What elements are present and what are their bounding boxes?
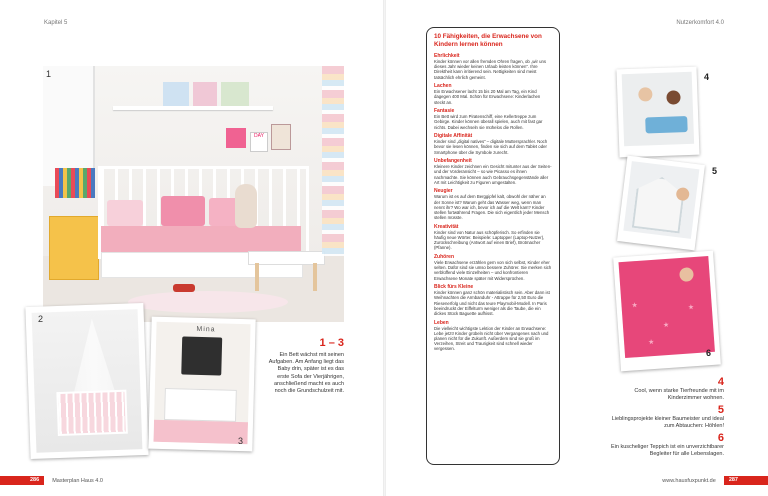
caption-text: Cool, wenn starke Tierfreunde mit im Kinderzimmer wohnen. (634, 388, 724, 401)
toy-box (49, 216, 99, 280)
info-item-heading: Ehrlichkeit (434, 53, 460, 59)
page-number-left: 286 (0, 476, 44, 485)
info-item-heading: Digitale Affinität (434, 133, 473, 140)
shelf-book (163, 82, 189, 106)
photo-daybed-room (43, 66, 344, 322)
pinboard (181, 336, 222, 375)
rug-star: ★ (687, 304, 695, 312)
running-header-right: Nutzerkomfort 4.0 (676, 20, 724, 26)
info-item (434, 158, 552, 185)
shelf-book (193, 82, 217, 106)
photo-animal-furniture (616, 67, 699, 158)
rug-star: ★ (647, 338, 655, 347)
floor-rug (128, 291, 288, 313)
caption-left (268, 337, 344, 395)
child-head (638, 87, 652, 101)
caption-right-5 (609, 405, 724, 430)
photo-number: 1 (46, 69, 52, 79)
photo-number: 4 (704, 72, 710, 82)
wall-shelf (113, 106, 273, 110)
photo-number: 5 (712, 166, 718, 176)
rug-star: ★ (631, 302, 639, 310)
caption-number: 4 (717, 376, 724, 388)
photo-number: 3 (238, 436, 244, 446)
pillow (107, 200, 143, 226)
caption-text: Lieblingsprojekte kleiner Baumeister und ideal zum Abtauchen: Höhlen! (611, 416, 724, 429)
info-box-title: 10 Fähigkeiten, die Erwachsene von Kindern lernen können (434, 33, 542, 48)
play-tent (632, 174, 686, 233)
rug-star: ★ (662, 321, 670, 330)
wall-frame (271, 124, 291, 150)
info-item (434, 224, 552, 251)
info-item-heading: Kreativität (434, 223, 459, 230)
crib (56, 390, 127, 436)
footer-title: Masterplan Haus 4.0 (52, 477, 103, 484)
info-item (434, 108, 552, 130)
page-number-right: 287 (724, 476, 768, 485)
child-head (666, 90, 680, 104)
info-item (434, 188, 552, 220)
photo-pink-rug (613, 251, 721, 372)
wall-frame-day: DAY (250, 132, 268, 152)
daybed-mattress (101, 226, 301, 252)
wall-frame (226, 128, 246, 148)
caption-number: 5 (717, 404, 724, 416)
caption-text: Ein Bett wächst mit seinen Aufgaben. Am Anfang liegt das Baby drin, später ist es das erste Sofa der Vierjährigen, anschließend macht es auch noch die Grundschulzeit mit. (268, 352, 344, 395)
shelf-book (221, 82, 249, 106)
photo-inner (153, 322, 250, 444)
caption-number: 6 (717, 432, 724, 444)
bookshelf (55, 168, 95, 198)
info-item (434, 53, 552, 80)
name-letters: Mina (196, 325, 216, 334)
stool-leg (313, 263, 317, 291)
pillow (161, 196, 205, 226)
info-item-text: Die vielleicht wichtigste Lektion der Kinder an Erwachsene: Lebe jetzt! Kinder grübeln nicht über Vergangenes nach und planen nicht für die Zukunft. Außerdem sind sie groß im Verzeihen, Streit und Traurigkeit sind schnell wieder vergessen. (434, 325, 549, 352)
info-item-text: Kinder sind von Natur aus schöpferisch. So erfinden sie häufig neue Wörter. Beispiele: Laptopper (Laptop-Nutzer), Zurückschreibung (Antwort auf einen Brief), Brotmacher (Pfanne). (434, 229, 545, 251)
caption-number: 1 – 3 (319, 337, 344, 349)
photo-inner (622, 72, 694, 146)
info-box (426, 27, 560, 465)
photo-crib-canopy (25, 303, 148, 459)
stuffed-bunny (235, 184, 257, 228)
photo-desk (148, 317, 255, 452)
child-head (676, 187, 690, 201)
caption-right-6 (609, 433, 724, 458)
info-item-heading: Neugier (434, 188, 453, 195)
red-shoes (173, 284, 195, 292)
info-item (434, 83, 552, 105)
caption-right-4 (609, 377, 724, 402)
pompom-garland (322, 66, 344, 256)
info-item-text: Ein Erwachsener lacht 15 bis 20 Mal am Tag, ein Kind dagegen 400 Mal. Schön für Erwachsene: Kinderlachen steckt an. (434, 89, 541, 105)
info-item-text: Kinder können ganz schön materialistisch sein. Aber dann ist Weihnachten die Armbanduhr - Attrappe für 2,50 Euro die Riesenerfolg und nicht das teure Playmobil-Modell. In Paris beeindruckt der Eiffelturm weniger als die Taube, die ein dickes Stück Baguette aufhisst. (434, 290, 550, 317)
footer-right (654, 476, 768, 485)
photo-number: 2 (38, 314, 44, 324)
info-item-text: Ein Bett wird zum Piratenschiff, eine Kellertreppe zum Gebirge. Kinder können überall spielen, auch mit fast gar nichts. Dabei wechseln sie mühelos die Rollen. (434, 114, 543, 130)
desk (164, 388, 237, 422)
photo-inner (618, 256, 714, 358)
info-item (434, 133, 552, 155)
animal-table (645, 116, 688, 133)
info-item (434, 284, 552, 316)
photo-inner (623, 161, 699, 239)
info-item-heading: Fantasie (434, 108, 455, 115)
pink-rug (153, 420, 248, 444)
footer-url: www.hausfuxpunkt.de (662, 477, 716, 484)
info-item-text: Kleinere Kinder zeichnen ein Gesicht mitunter aus der Seiten- und der Vorderansicht – so wie Picasso es ihnen nachmachte. Sie können auch Gebrauchsgegenstände aller Art mit Leichtigkeit zu Figuren umgestalten. (434, 164, 552, 185)
footer-left (0, 476, 111, 485)
stool-leg (255, 263, 259, 291)
photo-playhouse (617, 156, 705, 251)
info-item (434, 254, 552, 281)
info-item-heading: Blick fürs Kleine (434, 284, 474, 291)
caption-text: Ein kuscheliger Teppich ist ein unverzichtbarer Begleiter für alle Lebenslagen. (610, 444, 724, 457)
running-header-left: Kapitel 5 (44, 20, 68, 26)
child-head (679, 267, 694, 282)
page-gutter (383, 0, 386, 496)
photo-inner (32, 309, 143, 453)
photo-number: 6 (706, 348, 712, 358)
info-item-heading: Zuhören (434, 254, 454, 261)
info-item-heading: Lachen (434, 83, 452, 90)
info-item-text: Viele Erwachsene erzählen gern von sich selbst, Kinder eher selten. Dafür sind sie umso bessere Zuhörer. Sie merken sich verblüffend viele Einzelheiten – und konfrontieren Erwachsene Monate später mit Widersprüchen. (434, 260, 552, 281)
info-item-text: Kinder sind „digital natives“ – digitale Muttersprachler. Noch bevor sie lesen können, finden sie sich auf dem Tablet oder Smartphone über die Symbole zurecht. (434, 139, 548, 155)
info-item-text: Warum ist es auf dem Berggipfel kalt, obwohl der näher an der Sonne ist? Warum geht das Wasser weg, wenn man nennt ihr? Wo war ich, bevor ich auf die Welt kam? Kinder stellen fortwährend Fragen. Die sich eigentlich jeder Mensch stellen müsste. (434, 194, 550, 221)
info-item (434, 320, 552, 352)
info-item-text: Kinder können vor allen fremden Ohren fragen, ob „wir uns dieses Jahr wieder keinen Urlaub leisten können“. Ihre Direktheit kann irritierend sein. Nettigkeiten sind meist tatsächlich ehrlich gemeint. (434, 59, 547, 80)
info-item-heading: Unbefangenheit (434, 158, 472, 165)
info-item-heading: Leben (434, 319, 449, 326)
